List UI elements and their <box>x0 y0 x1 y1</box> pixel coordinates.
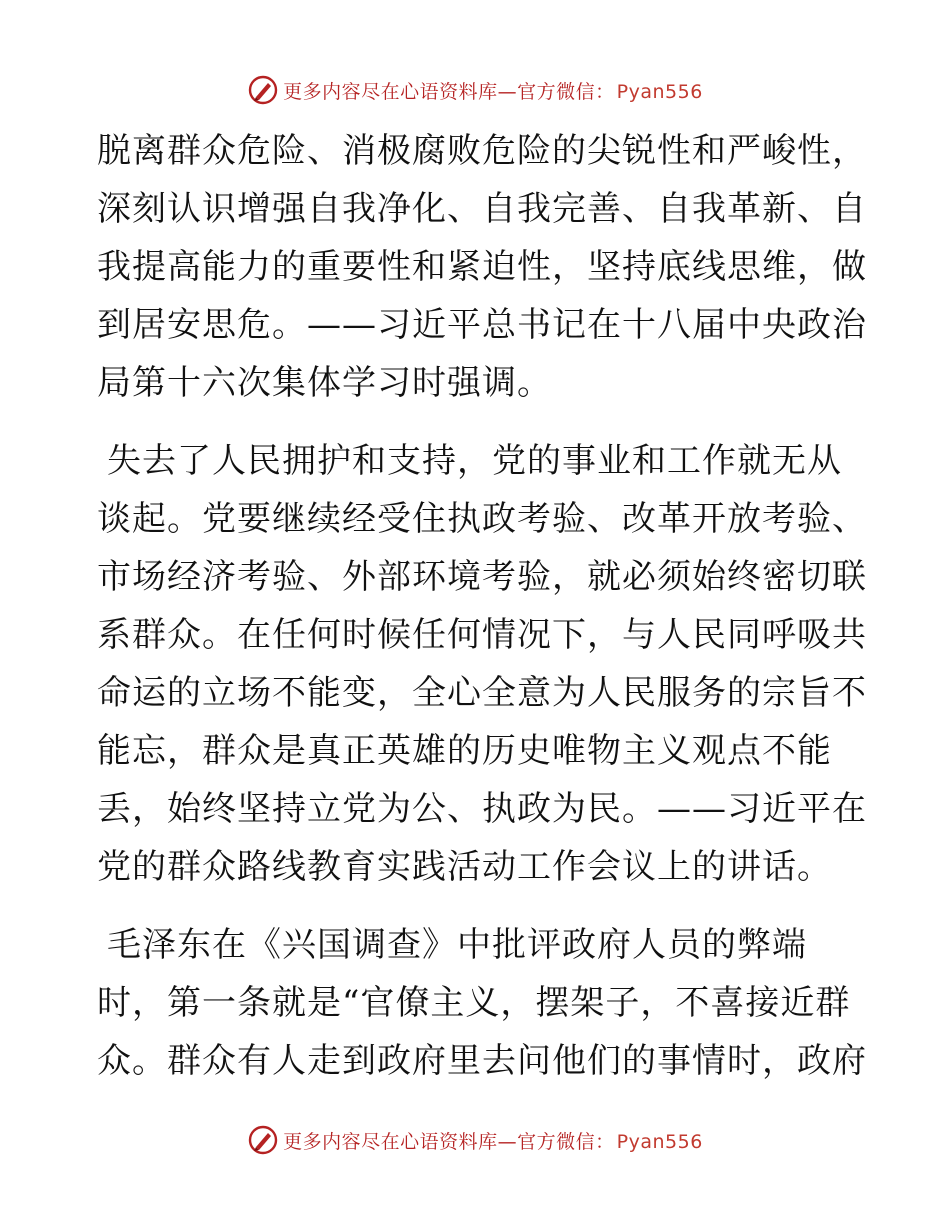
text-line: 毛泽东在《兴国调查》中批评政府人员的弊端 <box>107 925 807 965</box>
text-line: 市场经济考验、外部环境考验，就必须始终密切联 <box>97 557 867 597</box>
paragraph-1 <box>97 122 867 412</box>
text-line: 失去了人民拥护和支持，党的事业和工作就无从 <box>107 441 842 481</box>
text-line: 能忘，群众是真正英雄的历史唯物主义观点不能 <box>97 731 832 771</box>
text-line: 我提高能力的重要性和紧迫性，坚持底线思维，做 <box>97 247 867 287</box>
document-body <box>97 122 867 1090</box>
footer-banner <box>0 1120 950 1160</box>
banner-text <box>283 1127 703 1154</box>
text-line: 众。群众有人走到政府里去问他们的事情时，政府 <box>97 1041 867 1081</box>
text-line: 到居安思危。——习近平总书记在十八届中央政治 <box>97 305 867 345</box>
paragraph-3 <box>97 916 867 1090</box>
text-line: 谈起。党要继续经受住执政考验、改革开放考验、 <box>97 499 867 539</box>
banner-caption: 更多内容尽在心语资料库—官方微信： <box>283 1130 615 1153</box>
banner-text <box>283 77 703 104</box>
pen-logo-icon <box>247 1124 279 1156</box>
wechat-id: Pyan556 <box>616 1130 703 1153</box>
text-line: 局第十六次集体学习时强调。 <box>97 363 552 403</box>
paragraph-2 <box>97 432 867 896</box>
text-line: 丢，始终坚持立党为公、执政为民。——习近平在 <box>97 789 867 829</box>
header-banner <box>0 70 950 110</box>
text-line: 命运的立场不能变，全心全意为人民服务的宗旨不 <box>97 673 867 713</box>
pen-logo-icon <box>247 74 279 106</box>
wechat-id: Pyan556 <box>616 80 703 103</box>
text-line: 时，第一条就是“官僚主义，摆架子，不喜接近群 <box>97 983 851 1023</box>
text-line: 脱离群众危险、消极腐败危险的尖锐性和严峻性， <box>97 131 867 171</box>
text-line: 深刻认识增强自我净化、自我完善、自我革新、自 <box>97 189 867 229</box>
text-line: 系群众。在任何时候任何情况下，与人民同呼吸共 <box>97 615 867 655</box>
text-line: 党的群众路线教育实践活动工作会议上的讲话。 <box>97 847 832 887</box>
banner-caption: 更多内容尽在心语资料库—官方微信： <box>283 80 615 103</box>
